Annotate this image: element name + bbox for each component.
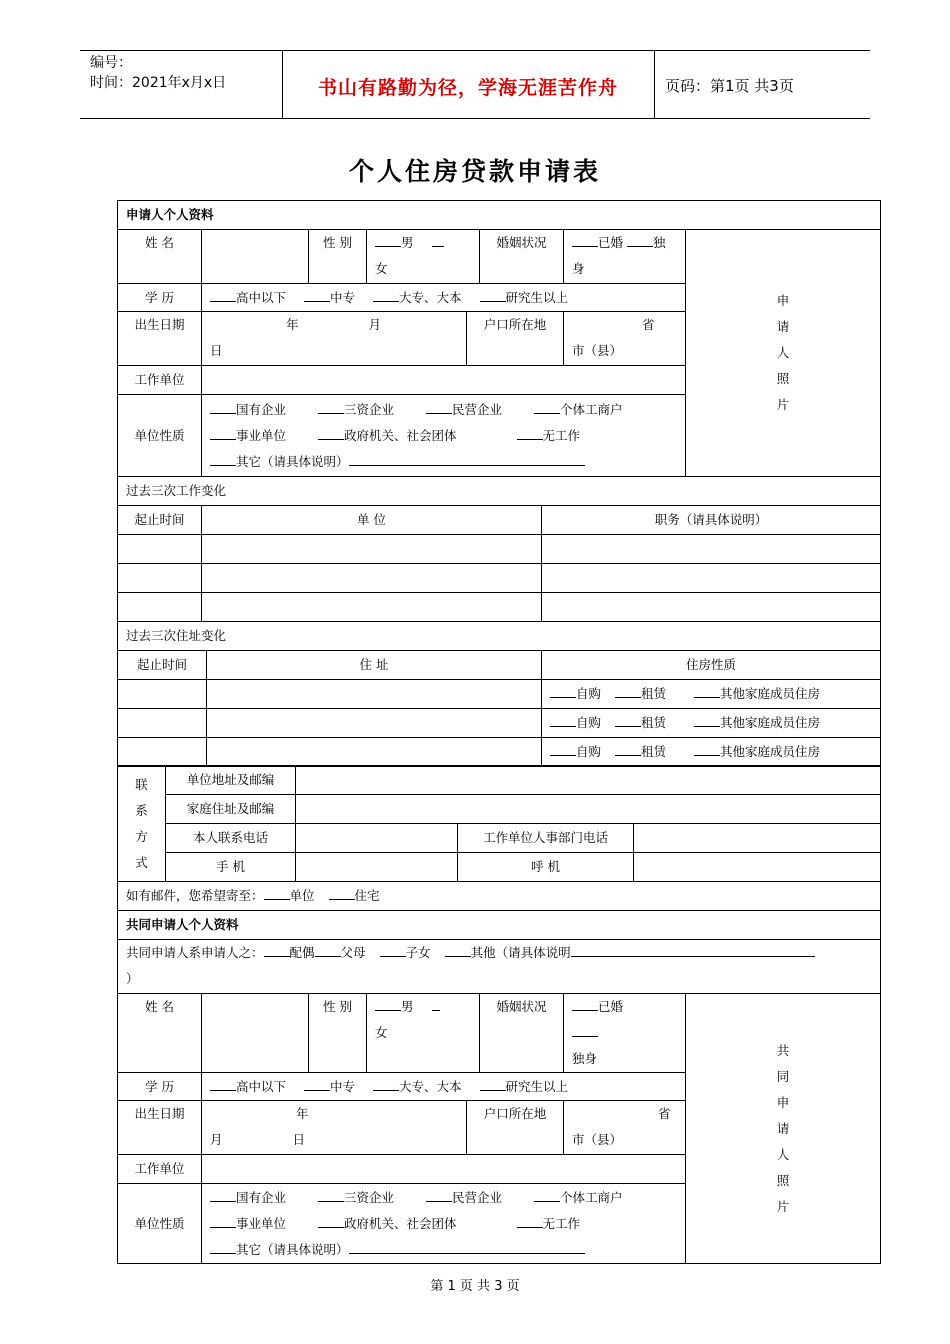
work-unit-label: 工作单位 <box>118 366 202 395</box>
photo-char: 请 <box>776 1120 790 1136</box>
photo-char: 片 <box>776 1198 790 1214</box>
unit-option[interactable]: 无工作 <box>542 427 581 443</box>
unit-option[interactable]: 民营企业 <box>452 401 503 417</box>
gender-label: 性 别 <box>309 994 367 1073</box>
photo-char: 请 <box>776 319 790 334</box>
unit-option[interactable]: 国有企业 <box>236 1189 287 1205</box>
relation-text: 共同申请人系申请人之： <box>126 945 264 960</box>
hukou-label: 户口所在地 <box>467 312 564 366</box>
housing-options[interactable] <box>542 709 881 738</box>
hr-phone-label: 工作单位人事部门电话 <box>458 824 634 853</box>
divider <box>654 51 655 118</box>
education-label: 学 历 <box>118 1073 202 1101</box>
birth-label: 出生日期 <box>118 1101 202 1155</box>
edu-option[interactable]: 高中以下 <box>236 1078 287 1094</box>
col-time: 起止时间 <box>118 506 202 535</box>
mail-unit-option[interactable]: 单位 <box>289 888 315 903</box>
applicant-form <box>117 200 881 477</box>
mail-preference[interactable] <box>118 882 881 911</box>
col-time: 起止时间 <box>118 651 207 680</box>
city-label: 市（县） <box>572 343 623 358</box>
year-label: 年 <box>286 317 299 332</box>
col-address: 住 址 <box>207 651 542 680</box>
photo-char: 申 <box>776 293 790 308</box>
unit-nature-label: 单位性质 <box>118 395 202 477</box>
unit-option[interactable]: 个体工商户 <box>560 401 623 417</box>
rent-option[interactable]: 租赁 <box>641 686 667 701</box>
col-nature: 住房性质 <box>542 651 881 680</box>
page-footer: 第 1 页 共 3 页 <box>430 1279 520 1294</box>
unit-option[interactable]: 三资企业 <box>344 401 395 417</box>
marital-label: 婚姻状况 <box>480 230 564 284</box>
education-options[interactable] <box>202 1073 686 1101</box>
cell[interactable] <box>202 564 542 593</box>
unit-other-label: 其它（请具体说明） <box>236 453 349 469</box>
family-option[interactable]: 其他家庭成员住房 <box>720 715 821 730</box>
birth-label: 出生日期 <box>118 312 202 366</box>
rent-option[interactable]: 租赁 <box>641 744 667 759</box>
phone-field[interactable] <box>296 824 458 853</box>
cell[interactable] <box>207 738 542 767</box>
cell[interactable] <box>207 680 542 709</box>
hukou-field[interactable] <box>564 312 686 366</box>
work-unit-label: 工作单位 <box>118 1155 202 1184</box>
education-label: 学 历 <box>118 284 202 312</box>
relation-option[interactable]: 其他（请具体说明 <box>470 945 571 960</box>
photo-char: 照 <box>776 371 790 386</box>
housing-options[interactable] <box>542 738 881 767</box>
province-label: 省 <box>642 317 655 332</box>
relation-option[interactable]: 子女 <box>405 945 431 960</box>
relation-option[interactable]: 父母 <box>340 945 366 960</box>
contact-char: 式 <box>135 854 148 870</box>
unit-option[interactable]: 政府机关、社会团体 <box>344 1215 457 1231</box>
month-label: 月 <box>210 1132 223 1147</box>
edu-option[interactable]: 高中以下 <box>236 289 287 305</box>
unit-nature-label: 单位性质 <box>118 1184 202 1264</box>
photo-box[interactable] <box>686 230 881 477</box>
unit-option[interactable]: 事业单位 <box>236 427 287 443</box>
header-meta <box>90 53 226 93</box>
page-title: 个人住房贷款申请表 <box>348 157 601 186</box>
mail-co-applicant-header <box>117 881 881 994</box>
unit-option[interactable]: 个体工商户 <box>560 1189 623 1205</box>
marital-label: 婚姻状况 <box>480 994 564 1073</box>
photo-char: 同 <box>776 1068 790 1084</box>
cell[interactable] <box>118 738 207 767</box>
birth-field[interactable] <box>202 1101 467 1155</box>
province-label: 省 <box>658 1106 671 1121</box>
own-option[interactable]: 自购 <box>576 744 602 759</box>
married-option[interactable]: 已婚 <box>598 235 624 250</box>
name-label: 姓 名 <box>118 994 202 1073</box>
mail-home-option[interactable]: 住宅 <box>354 888 380 903</box>
contact-table <box>117 765 881 882</box>
contact-char: 方 <box>135 828 148 844</box>
edu-option[interactable]: 研究生以上 <box>505 289 569 305</box>
unit-nature-options[interactable] <box>202 1184 686 1264</box>
unit-other-field[interactable] <box>349 452 585 466</box>
mail-text: 如有邮件，您希望寄至： <box>126 888 264 903</box>
male-option[interactable]: 男 <box>401 235 414 250</box>
female-option[interactable]: 女 <box>375 1025 388 1040</box>
own-option[interactable]: 自购 <box>576 715 602 730</box>
unit-option[interactable]: 民营企业 <box>452 1189 503 1205</box>
education-options[interactable] <box>202 284 686 312</box>
page-info: 页码：第1页 共3页 <box>665 77 794 95</box>
cell[interactable] <box>542 593 881 622</box>
name-field[interactable] <box>202 994 309 1073</box>
work-history-title: 过去三次工作变化 <box>118 477 881 506</box>
section-title: 申请人个人资料 <box>118 201 881 230</box>
gender-options[interactable] <box>367 230 480 284</box>
own-option[interactable]: 自购 <box>576 686 602 701</box>
unit-other-field[interactable] <box>349 1240 585 1254</box>
unit-address-label: 单位地址及邮编 <box>166 766 296 795</box>
day-label: 日 <box>210 343 223 358</box>
table-row <box>118 564 881 593</box>
photo-char: 片 <box>776 397 790 412</box>
photo-char: 申 <box>776 1094 790 1110</box>
contact-char: 系 <box>135 802 148 818</box>
cell[interactable] <box>207 709 542 738</box>
marital-options[interactable] <box>564 994 686 1073</box>
single-option[interactable]: 独身 <box>572 1051 598 1066</box>
table-row <box>118 593 881 622</box>
city-label: 市（县） <box>572 1132 623 1147</box>
pager-label: 呼 机 <box>458 853 634 882</box>
unit-option[interactable]: 三资企业 <box>344 1189 395 1205</box>
rent-option[interactable]: 租赁 <box>641 715 667 730</box>
relation-option[interactable]: 配偶 <box>289 945 315 960</box>
home-address-field[interactable] <box>296 795 881 824</box>
cell[interactable] <box>118 593 202 622</box>
work-unit-field[interactable] <box>202 366 686 395</box>
edu-option[interactable]: 中专 <box>330 289 356 305</box>
cell[interactable] <box>118 680 207 709</box>
col-job: 职务（请具体说明） <box>542 506 881 535</box>
unit-option[interactable]: 无工作 <box>542 1215 581 1231</box>
motto: 书山有路勤为径，学海无涯苦作舟 <box>317 77 618 99</box>
co-applicant-form <box>117 993 881 1264</box>
home-address-label: 家庭住址及邮编 <box>166 795 296 824</box>
cell[interactable] <box>202 535 542 564</box>
unit-address-field[interactable] <box>296 766 881 795</box>
photo-char: 人 <box>776 345 790 360</box>
edu-option[interactable]: 研究生以上 <box>505 1078 569 1094</box>
housing-options[interactable] <box>542 680 881 709</box>
family-option[interactable]: 其他家庭成员住房 <box>720 686 821 701</box>
day-label: 日 <box>292 1132 306 1147</box>
work-history-table <box>117 476 881 622</box>
cell[interactable] <box>118 709 207 738</box>
gender-label: 性 别 <box>309 230 367 284</box>
female-option[interactable]: 女 <box>375 261 388 276</box>
close-paren: ） <box>126 971 139 986</box>
mobile-label: 手 机 <box>166 853 296 882</box>
edu-option[interactable]: 大专、大本 <box>399 1078 462 1094</box>
photo-char: 共 <box>776 1042 790 1058</box>
photo-char: 人 <box>776 1146 790 1162</box>
unit-option[interactable]: 事业单位 <box>236 1215 287 1231</box>
number-label: 编号： <box>90 55 132 71</box>
hukou-field[interactable] <box>564 1101 686 1155</box>
photo-char: 照 <box>776 1172 790 1188</box>
birth-field[interactable] <box>202 312 467 366</box>
month-label: 月 <box>368 317 382 332</box>
contact-label <box>118 766 166 882</box>
mobile-field[interactable] <box>296 853 458 882</box>
unit-other-label: 其它（请具体说明） <box>236 1241 349 1257</box>
relation-options[interactable] <box>118 940 881 994</box>
contact-char: 联 <box>135 776 148 792</box>
cell[interactable] <box>202 593 542 622</box>
cell[interactable] <box>118 564 202 593</box>
table-row <box>118 738 881 767</box>
address-history-title: 过去三次住址变化 <box>118 622 881 651</box>
phone-label: 本人联系电话 <box>166 824 296 853</box>
pager-field[interactable] <box>634 853 881 882</box>
address-history-table <box>117 621 881 767</box>
unit-option[interactable]: 政府机关、社会团体 <box>344 427 457 443</box>
unit-nature-options[interactable] <box>202 395 686 477</box>
photo-box[interactable] <box>686 994 881 1264</box>
year-label: 年 <box>296 1106 309 1121</box>
document-header <box>80 50 870 119</box>
male-option[interactable]: 男 <box>401 999 414 1014</box>
hukou-label: 户口所在地 <box>467 1101 564 1155</box>
table-row <box>118 680 881 709</box>
gender-options[interactable] <box>367 994 480 1073</box>
edu-option[interactable]: 中专 <box>330 1078 356 1094</box>
name-field[interactable] <box>202 230 309 284</box>
unit-option[interactable]: 国有企业 <box>236 401 287 417</box>
edu-option[interactable]: 大专、大本 <box>399 289 462 305</box>
name-label: 姓 名 <box>118 230 202 284</box>
co-section-title: 共同申请人个人资料 <box>118 911 881 940</box>
cell[interactable] <box>118 535 202 564</box>
marital-options[interactable]: 已婚 独 身 <box>564 230 686 284</box>
table-row <box>118 709 881 738</box>
time-label: 时间：2021年x月x日 <box>90 75 227 91</box>
work-unit-field[interactable] <box>202 1155 686 1184</box>
cell[interactable] <box>542 535 881 564</box>
family-option[interactable]: 其他家庭成员住房 <box>720 744 821 759</box>
hr-phone-field[interactable] <box>634 824 881 853</box>
table-row <box>118 535 881 564</box>
cell[interactable] <box>542 564 881 593</box>
col-unit: 单 位 <box>202 506 542 535</box>
married-option[interactable]: 已婚 <box>598 999 624 1014</box>
